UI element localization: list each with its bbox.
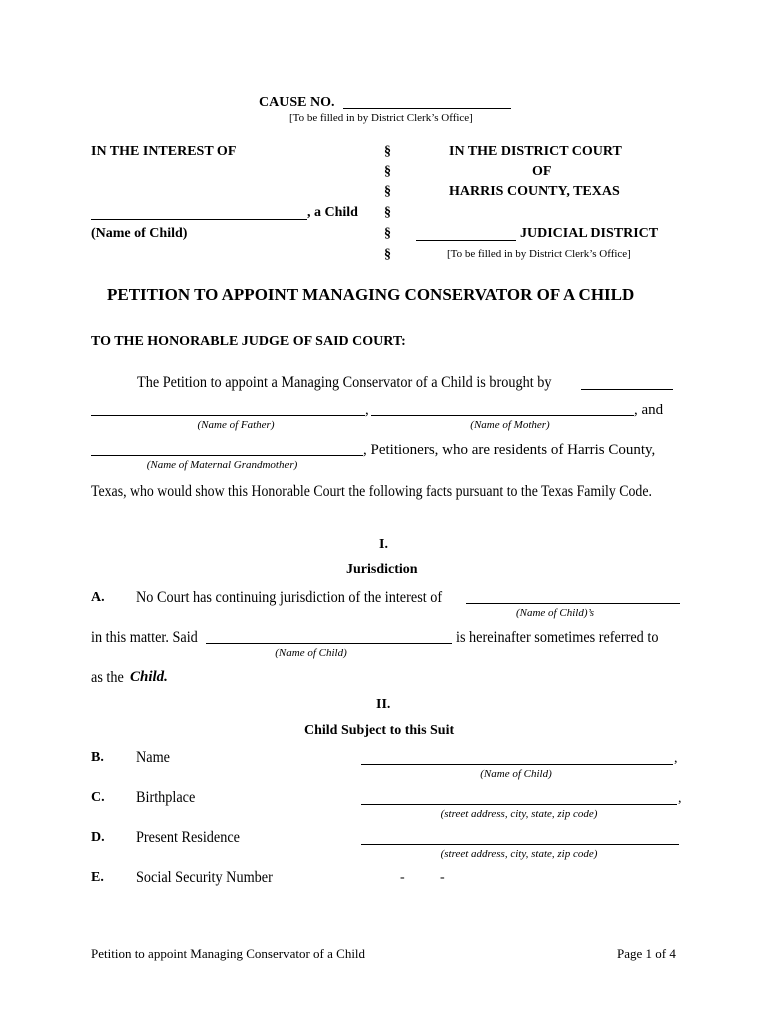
matter-prefix: in this matter. Said	[91, 629, 198, 646]
court-line-1: IN THE DISTRICT COURT	[449, 144, 622, 159]
item-c-letter: C.	[91, 790, 105, 805]
child-word: Child.	[130, 669, 168, 685]
item-d-label: Present Residence	[136, 829, 241, 846]
as-the: as the	[91, 669, 124, 686]
present-residence-input[interactable]	[361, 844, 679, 845]
comma: ,	[365, 402, 369, 418]
section-symbol: §	[384, 205, 391, 220]
petitioner-field[interactable]	[581, 389, 673, 390]
child-interest-field[interactable]	[466, 603, 680, 604]
child-caption: (Name of Child)	[275, 647, 347, 659]
item-d-letter: D.	[91, 830, 105, 845]
section-1-heading: Jurisdiction	[346, 562, 418, 577]
item-e-letter: E.	[91, 870, 104, 885]
section-symbol: §	[384, 184, 391, 199]
grandmother-caption: (Name of Maternal Grandmother)	[146, 459, 298, 471]
intro-line-4: Texas, who would show this Honorable Court the following facts pursuant to the Texas Family Code.	[91, 483, 652, 500]
section-1-number: I.	[379, 537, 388, 552]
matter-suffix: is hereinafter sometimes referred to	[456, 629, 659, 646]
item-b-label: Name	[136, 749, 171, 766]
section-symbol: §	[384, 226, 391, 241]
cause-no-label: CAUSE NO.	[259, 95, 335, 110]
court-line-3: HARRIS COUNTY, TEXAS	[449, 184, 620, 199]
court-line-2: OF	[532, 164, 552, 179]
item-a-text: No Court has continuing jurisdiction of the interest of	[136, 589, 443, 606]
salutation: TO THE HONORABLE JUDGE OF SAID COURT:	[91, 334, 406, 349]
item-a-letter: A.	[91, 590, 105, 605]
footer-title: Petition to appoint Managing Conservator of a Child	[91, 946, 366, 961]
document-title: PETITION TO APPOINT MANAGING CONSERVATOR OF A CHILD	[107, 285, 635, 304]
item-e-label: Social Security Number	[136, 869, 273, 886]
section-symbol: §	[384, 164, 391, 179]
cause-no-note: [To be filled in by District Clerk’s Office]	[289, 112, 473, 124]
ssn-dash: -	[440, 870, 445, 885]
judicial-district-label: JUDICIAL DISTRICT	[520, 226, 659, 241]
section-symbol: §	[384, 247, 391, 262]
section-2-heading: Child Subject to this Suit	[304, 723, 455, 738]
cause-no-field[interactable]	[343, 108, 511, 109]
child-name-input[interactable]	[361, 764, 673, 765]
birthplace-input[interactable]	[361, 804, 677, 805]
said-child-field[interactable]	[206, 643, 452, 644]
item-b-letter: B.	[91, 750, 104, 765]
child-s-caption: (Name of Child)’s	[515, 607, 595, 619]
father-caption: (Name of Father)	[197, 419, 275, 431]
item-d-caption: (street address, city, state, zip code)	[440, 848, 598, 860]
item-b-trail: ,	[674, 751, 678, 766]
section-symbol: §	[384, 144, 391, 159]
mother-caption: (Name of Mother)	[470, 419, 550, 431]
intro-line-1: The Petition to appoint a Managing Conservator of a Child is brought by	[137, 374, 552, 391]
item-c-trail: ,	[678, 791, 682, 806]
section-2-number: II.	[376, 697, 391, 712]
item-c-caption: (street address, city, state, zip code)	[440, 808, 598, 820]
judicial-district-note: [To be filled in by District Clerk’s Office]	[447, 248, 631, 260]
mother-name-field[interactable]	[371, 415, 634, 416]
item-b-caption: (Name of Child)	[480, 768, 552, 780]
petitioners-text: , Petitioners, who are residents of Harris County,	[363, 442, 656, 458]
child-name-field[interactable]	[91, 219, 307, 220]
item-c-label: Birthplace	[136, 789, 196, 806]
and-word: , and	[634, 402, 664, 418]
in-the-interest-of: IN THE INTEREST OF	[91, 144, 237, 159]
father-name-field[interactable]	[91, 415, 365, 416]
grandmother-name-field[interactable]	[91, 455, 363, 456]
page-number: Page 1 of 4	[617, 946, 676, 961]
a-child-suffix: , a Child	[307, 205, 358, 220]
name-of-child-label: (Name of Child)	[91, 226, 188, 241]
ssn-dash: -	[400, 870, 405, 885]
judicial-district-field[interactable]	[416, 240, 516, 241]
